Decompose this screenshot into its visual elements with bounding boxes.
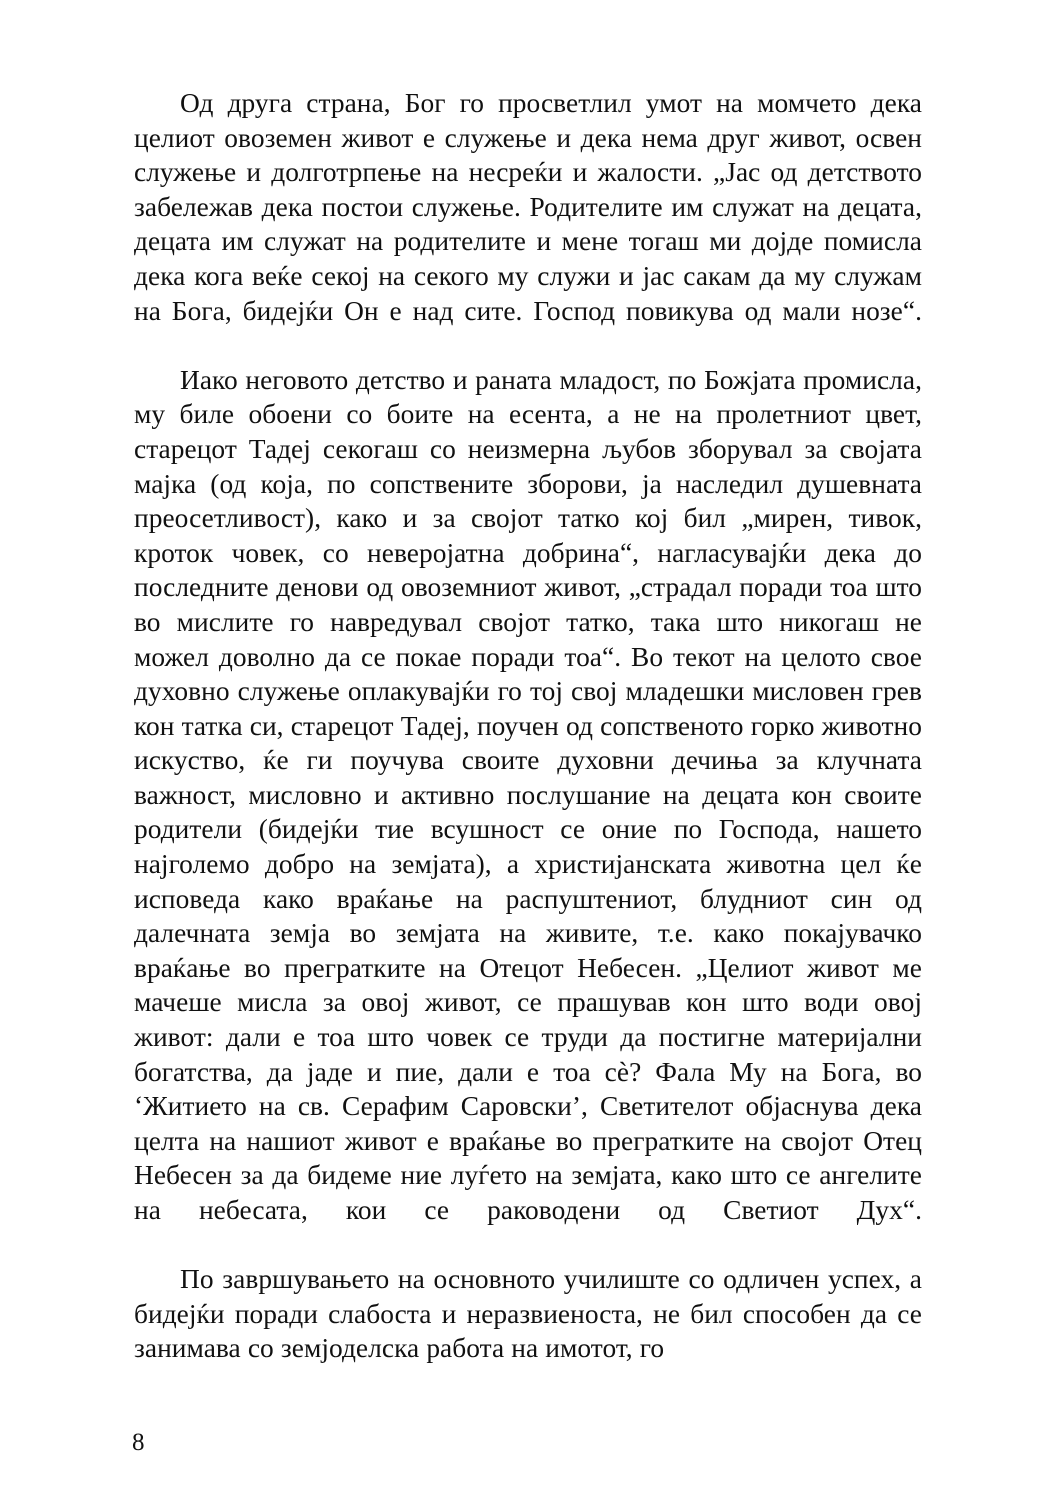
body-paragraph-2: Иако неговото детство и раната младост, по Божјата промисла, му биле обоени со боите на есента, а не на пролетниот цвет, старецот Тадеј секогаш со неизмерна љубов зборувал за својата мајка (од која, по сопствените зборови, ја наследил душевната преосетливост), како и за својот татко кој бил „мирен, тивок, кроток човек, со неверојатна добрина“, нагласувајќи дека до последните денови од овоземниот живот, „страдал поради тоа што во мислите го навредувал својот татко, така што никогаш не можел доволно да се покае поради тоа“. Во текот на целото свое духовно служење оплакувајќи го тој свој младешки мисловен грев кон татка си, старецот Тадеј, поучен од сопственото горко животно искуство, ќе ги поучува своите духовни дечиња за клучната важност, мисловно и активно послушание на децата кон своите родители (бидејќи тие всушност се оние по Господа, нашето најголемо добро на земјата), а христијанската животна цел ќе исповеда како враќање на распуштениот, блудниот син од далечната земја во земјата на живите, т.е. како покајувачко враќање во прегратките на Отецот Небесен. „Целиот живот ме мачеше мисла за овој живот, се прашував кон што води овој живот: дали е тоа што човек се труди да постигне материјални богатства, да јаде и пие, дали е тоа сѐ? Фала Му на Бога, во ‘Житието на св. Серафим Саровски’, Светителот објаснува дека целта на нашиот живот е враќање во прегратките на својот Отец Небесен за да бидеме ние луѓето на земјата, како што се ангелите на небесата, кои се раководени од Светиот Дух“. bbox=[134, 364, 922, 1225]
page-text-block bbox=[134, 86, 922, 1366]
page-number: 8 bbox=[132, 1429, 145, 1456]
body-paragraph-1: Од друга страна, Бог го просветлил умот на момчето дека целиот овоземен живот е служење и дека нема друг живот, освен служење и долготрпење на несреќи и жалости. „Јас од детството забележав дека постои служење. Родителите им служат на децата, децата им служат на родителите и мене тогаш ми дојде помисла дека кога веќе секој на секого му служи и јас сакам да му служам на Бога, бидејќи Он е над сите. Господ повикува од мали нозе“. bbox=[134, 88, 922, 326]
body-paragraph-3: По завршувањето на основното училиште со одличен успех, а бидејќи поради слабоста и неразвиеноста, не бил способен да се занимава со земјоделска работа на имотот, го bbox=[134, 1264, 922, 1364]
